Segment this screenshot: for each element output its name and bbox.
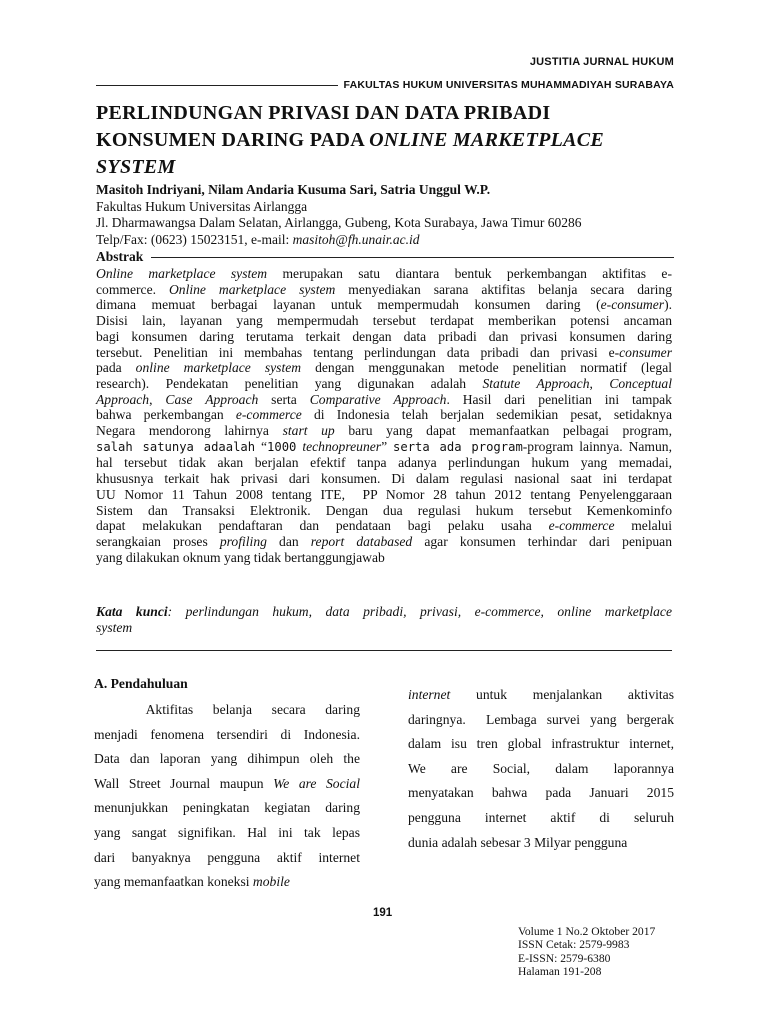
abstract-line xyxy=(96,407,672,423)
pages-line: Halaman 191-208 xyxy=(518,964,602,978)
right-column-text: dunia adalah sebesar 3 Milyar pengguna xyxy=(408,834,628,850)
abstract-text: salah satunya adaalah xyxy=(96,439,256,454)
left-column-text: yang sangat signifikan. Hal ini tak lepas xyxy=(94,824,360,840)
contact xyxy=(96,231,419,248)
body-column-right xyxy=(408,683,674,855)
abstract-text: bahwa perkembangan xyxy=(96,407,236,423)
abstract-text: online marketplace system xyxy=(135,360,302,376)
abstract-text: Conceptual xyxy=(609,375,672,391)
abstract-heading xyxy=(96,249,674,265)
right-column-text: We are Social, dalam laporannya xyxy=(408,760,674,776)
abstract-line xyxy=(96,313,672,329)
abstract-text: UU Nomor 11 Tahun 2008 tentang ITE, PP Nomor 28 tahun 2012 tentang Penyelenggaraan xyxy=(96,486,672,502)
abstract-line xyxy=(96,550,672,566)
left-column-text: dari banyaknya pengguna aktif internet xyxy=(94,849,360,865)
abstract-line xyxy=(96,345,672,361)
left-column-line xyxy=(94,796,360,821)
title-line-2-italic: ONLINE MARKETPLACE xyxy=(369,129,605,151)
abstract-text: dengan menggunakan metode penelitian normatif (legal xyxy=(301,360,672,376)
abstract-text: dan xyxy=(266,533,311,549)
left-column-text xyxy=(94,698,360,895)
volume-line: Volume 1 No.2 Oktober 2017 xyxy=(518,925,656,938)
left-column-line xyxy=(94,723,360,748)
abstract-text: khususnya terkait hak privasi dari konsumen. Di dalam regulasi nasional saat ini terdapat xyxy=(96,471,672,487)
section-heading: A. Pendahuluan xyxy=(94,676,188,691)
abstract-text: baru yang dapat memanfaatkan pelbagai program, xyxy=(334,423,672,439)
eissn-line: E-ISSN: 2579-6380 xyxy=(518,951,611,965)
abstract-line xyxy=(96,518,672,534)
abstract-text: pada xyxy=(96,360,136,376)
abstract-text: profiling xyxy=(219,533,267,549)
abstract-text: hal tersebut tidak akan berjalan efektif tanpa adanya perlindungan hukum yang memadai, xyxy=(96,455,672,471)
abstract-line xyxy=(96,266,672,282)
left-column-line xyxy=(94,870,360,895)
abstract-text: agar konsumen terhindar dari penipuan xyxy=(412,533,673,549)
abstract-text: Case Approach xyxy=(165,391,259,407)
abstract-text: Disisi lain, layanan yang mempermudah tersebut terdapat memberikan potensi ancaman xyxy=(96,313,672,329)
abstract-text: Sistem dan Transaksi Elektronik. Dengan dua regulasi hukum tersebut Kemenkominfo xyxy=(96,502,672,518)
abstract-text: “ xyxy=(255,438,268,454)
left-column-text: menunjukkan peningkatan kegiatan daring xyxy=(94,800,360,816)
abstract-line xyxy=(96,487,672,503)
left-column-text: Wall Street Journal maupun xyxy=(94,775,274,791)
author-list: Masitoh Indriyani, Nilam Andaria Kusuma Sari, Satria Unggul W.P. xyxy=(96,182,491,197)
abstract-line xyxy=(96,455,672,471)
abstract-text: 1000 xyxy=(267,439,297,454)
abstract-label: Abstrak xyxy=(96,249,144,264)
keywords-text: : perlindungan hukum, data pribadi, privasi, e-commerce, online marketplace xyxy=(167,604,672,619)
abstract-line xyxy=(96,376,672,392)
abstract-rule xyxy=(151,257,674,258)
left-column-line xyxy=(94,821,360,846)
right-column-text xyxy=(408,683,674,855)
abstract-text: ” xyxy=(381,438,394,454)
abstract-text: dapat melakukan pendaftaran dan pendataan bagi pelaku usaha xyxy=(96,518,549,534)
abstract-text: Online marketplace system xyxy=(96,266,268,281)
abstract-text: yang dilakukan oknum yang tidak bertanggungjawab xyxy=(96,549,385,565)
abstract-text: Online marketplace system xyxy=(168,281,336,297)
abstract-text: bagi konsumen daring terutama terkait dengan data pribadi dan privasi konsumen daring xyxy=(96,328,672,344)
abstract-body xyxy=(96,266,672,565)
faculty-header xyxy=(96,78,674,92)
left-column-line xyxy=(94,747,360,772)
abstract-bottom-rule xyxy=(96,650,672,651)
abstract-text: -program lainnya. Namun, xyxy=(522,438,672,454)
abstract-line xyxy=(96,503,672,519)
abstract-text: Approach xyxy=(96,391,150,407)
abstract-text: , xyxy=(149,391,166,407)
abstract-text: tersebut. Penelitian ini membahas tentang perlindungan data pribadi dan privasi e- xyxy=(96,344,620,360)
abstract-text: start up xyxy=(282,423,335,439)
right-column-line xyxy=(408,732,674,757)
keywords-label: Kata kunci xyxy=(96,604,168,619)
abstract-text: e-commerce xyxy=(235,407,302,423)
issn-line: ISSN Cetak: 2579-9983 xyxy=(518,938,630,952)
keywords-line-1 xyxy=(96,604,672,620)
abstract-text: e-consumer xyxy=(600,297,665,313)
left-column-line xyxy=(94,772,360,797)
journal-name: JUSTITIA JURNAL HUKUM xyxy=(529,56,674,68)
abstract-text: ). xyxy=(664,297,672,313)
right-column-text: pengguna internet aktif di seluruh xyxy=(408,809,674,825)
abstract-line xyxy=(96,297,672,313)
abstract-text: consumer xyxy=(619,344,672,360)
abstract-text: commerce. xyxy=(96,281,169,297)
right-column-line xyxy=(408,781,674,806)
left-column-text: We are Social xyxy=(273,775,360,791)
abstract-text: menyediakan sarana aktifitas belanja secara daring xyxy=(335,281,672,297)
abstract-text: Negara mendorong lahirnya xyxy=(96,423,283,439)
institution: Fakultas Hukum Universitas Airlangga xyxy=(96,199,308,214)
left-column-text: Data dan laporan yang dihimpun oleh the xyxy=(94,751,360,767)
keywords-line-2: system xyxy=(96,620,133,635)
title-line-3 xyxy=(96,154,656,181)
abstract-text: technopreuner xyxy=(302,438,382,454)
abstract-text: melalui xyxy=(614,518,673,534)
body-column-left xyxy=(94,672,360,895)
abstract-text: di Indonesia telah berjalan sedemikian pesat, setidaknya xyxy=(301,407,672,423)
right-column-line xyxy=(408,683,674,708)
abstract-line xyxy=(96,471,672,487)
right-column-text: internet xyxy=(408,687,451,702)
right-column-text: daringnya. Lembaga survei yang bergerak xyxy=(408,711,674,727)
abstract-text: serangkaian proses xyxy=(96,533,220,549)
right-column-text: menyatakan bahwa pada Januari 2015 xyxy=(408,785,674,801)
left-column-text: Aktifitas belanja secara daring xyxy=(94,702,360,717)
left-column-line xyxy=(94,698,360,723)
abstract-line xyxy=(96,360,672,376)
abstract-text: merupakan satu diantara bentuk perkembangan aktifitas e- xyxy=(267,266,672,281)
volume-info xyxy=(518,925,655,978)
title-line-2 xyxy=(96,127,656,154)
page-number: 191 xyxy=(373,907,393,919)
right-column-line xyxy=(408,757,674,782)
right-column-line xyxy=(408,831,674,856)
left-column-text: mobile xyxy=(252,874,290,890)
abstract-line xyxy=(96,534,672,550)
abstract-line xyxy=(96,282,672,298)
title-line-3-italic: SYSTEM xyxy=(96,156,176,178)
title-line-2-roman: KONSUMEN DARING PADA xyxy=(96,129,370,151)
abstract-line xyxy=(96,392,672,408)
contact-text: Telp/Fax: (0623) 15023151, e-mail: xyxy=(96,232,293,247)
abstract-text: . Hasil dari penelitian ini tampak xyxy=(446,391,672,407)
abstract-text: serta xyxy=(258,391,310,407)
header-rule xyxy=(96,85,338,86)
address: Jl. Dharmawangsa Dalam Selatan, Airlangga, Gubeng, Kota Surabaya, Jawa Timur 60286 xyxy=(96,215,582,230)
left-column-line xyxy=(94,846,360,871)
right-column-line xyxy=(408,806,674,831)
keywords xyxy=(96,604,672,636)
right-column-text: untuk menjalankan aktivitas xyxy=(450,687,674,702)
abstract-text: Statute Approach xyxy=(482,375,590,391)
abstract-line xyxy=(96,329,672,345)
right-column-text: dalam isu tren global infrastruktur internet, xyxy=(408,736,674,752)
abstract-text: report databased xyxy=(310,533,413,549)
abstract-text: , xyxy=(589,375,610,391)
left-column-text: menjadi fenomena tersendiri di Indonesia. xyxy=(94,726,360,742)
paper-title xyxy=(96,100,656,181)
right-column-line xyxy=(408,708,674,733)
abstract-text: Comparative Approach xyxy=(309,391,447,407)
abstract-text: dimana memuat berbagai layanan untuk mempermudah konsumen daring ( xyxy=(96,297,601,313)
email-link[interactable]: masitoh@fh.unair.ac.id xyxy=(292,232,420,247)
title-line-1: PERLINDUNGAN PRIVASI DAN DATA PRIBADI xyxy=(96,102,551,124)
abstract-line xyxy=(96,439,672,456)
abstract-text: e-commerce xyxy=(548,518,615,534)
abstract-line xyxy=(96,423,672,439)
abstract-text: serta ada program xyxy=(393,439,523,454)
abstract-text: research). Pendekatan penelitian yang digunakan adalah xyxy=(96,375,483,391)
faculty-name: FAKULTAS HUKUM UNIVERSITAS MUHAMMADIYAH SURABAYA xyxy=(343,79,674,91)
left-column-text: yang memanfaatkan koneksi xyxy=(94,874,253,890)
